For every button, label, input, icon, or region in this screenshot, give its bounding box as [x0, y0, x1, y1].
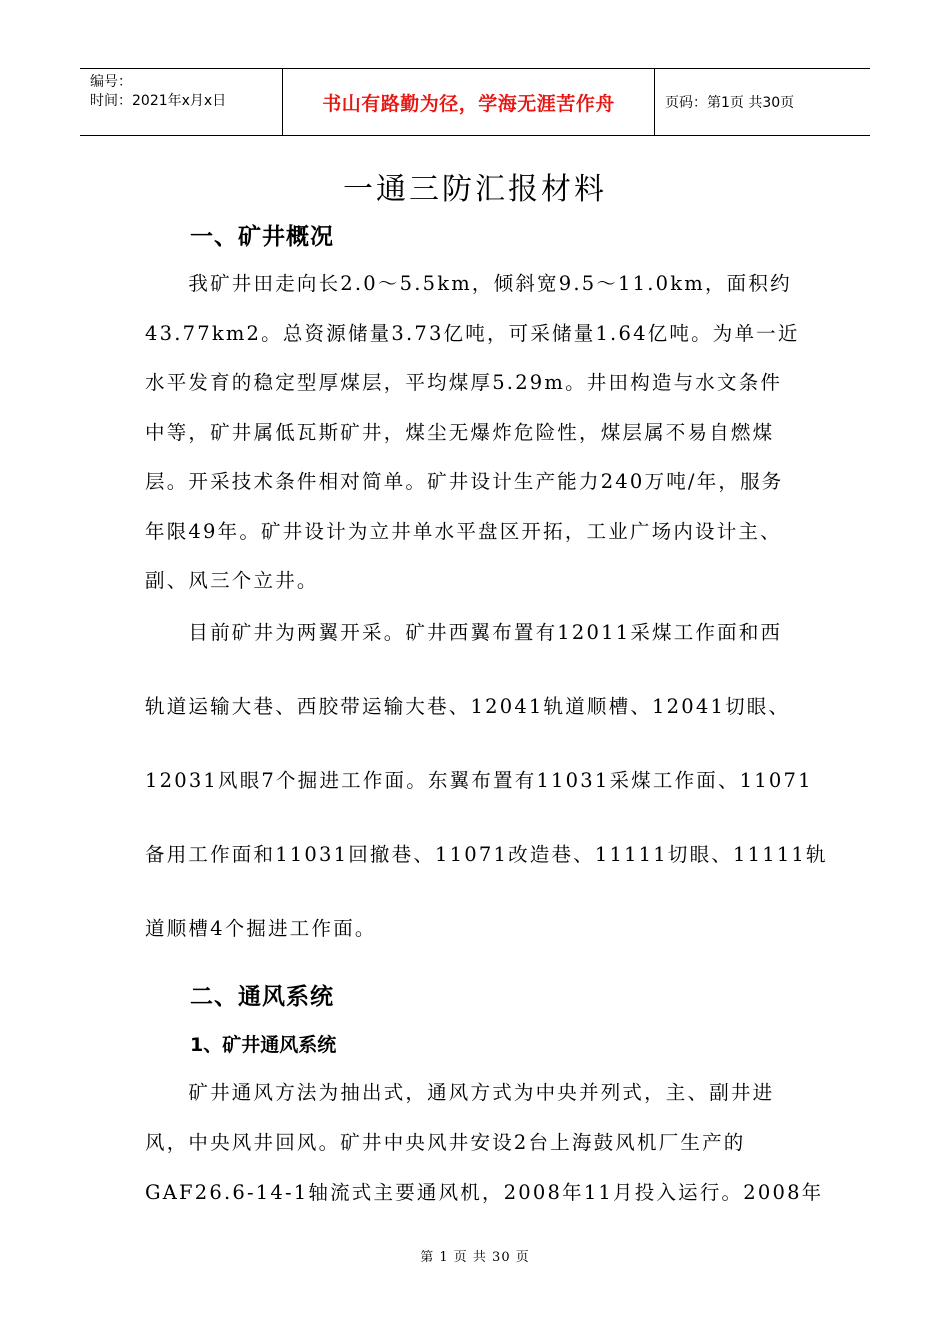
document-title: 一通三防汇报材料	[343, 172, 607, 207]
paragraph-ventilation	[145, 1068, 824, 1218]
text-line: 43.77km2。总资源储量3.73亿吨，可采储量1.64亿吨。为单一近	[145, 321, 800, 345]
page-footer: 第 1 页 共 30 页	[420, 1250, 530, 1265]
text-line: 年限49年。矿井设计为立井单水平盘区开拓，工业广场内设计主、	[145, 519, 782, 543]
time-label: 时间：2021年x月x日	[90, 93, 227, 109]
section-heading-ventilation: 二、通风系统	[190, 984, 334, 1010]
section-heading-overview: 一、矿井概况	[190, 224, 334, 250]
text-line: 矿井通风方法为抽出式，通风方式为中央并列式，主、副井进	[145, 1081, 775, 1104]
text-line: 12031风眼7个掘进工作面。东翼布置有11031采煤工作面、11071	[145, 769, 813, 792]
text-line: 我矿井田走向长2.0～5.5km，倾斜宽9.5～11.0km，面积约	[145, 272, 792, 295]
number-label: 编号：	[90, 74, 132, 90]
motto-text: 书山有路勤为径，学海无涯苦作舟	[322, 92, 615, 115]
text-line: 层。开采技术条件相对简单。矿井设计生产能力240万吨/年，服务	[145, 470, 784, 493]
header-page-cell	[655, 69, 870, 135]
page-info: 页码：第1页 共30页	[665, 95, 795, 111]
header-motto-cell	[282, 69, 655, 135]
text-line: 水平发育的稳定型厚煤层，平均煤厚5.29m。井田构造与水文条件	[145, 371, 783, 394]
paragraph-overview	[145, 259, 810, 606]
text-line: 中等，矿井属低瓦斯矿井，煤尘无爆炸危险性，煤层属不易自燃煤	[145, 420, 775, 444]
paragraph-mining-layout	[145, 596, 828, 966]
document-header	[80, 68, 870, 136]
subsection-heading-mine-ventilation: 1、矿井通风系统	[190, 1034, 337, 1056]
text-line: 备用工作面和11031回撤巷、11071改造巷、11111切眼、11111轨	[145, 843, 828, 866]
text-line: 目前矿井为两翼开采。矿井西翼布置有12011采煤工作面和西	[145, 621, 783, 644]
text-line: 道顺槽4个掘进工作面。	[145, 917, 377, 940]
header-meta-cell	[80, 69, 282, 135]
text-line: 轨道运输大巷、西胶带运输大巷、12041轨道顺槽、12041切眼、	[145, 695, 791, 718]
text-line: GAF26.6-14-1轴流式主要通风机，2008年11月投入运行。2008年	[145, 1181, 824, 1204]
text-line: 副、风三个立井。	[145, 569, 319, 592]
text-line: 风，中央风井回风。矿井中央风井安设2台上海鼓风机厂生产的	[145, 1131, 746, 1154]
